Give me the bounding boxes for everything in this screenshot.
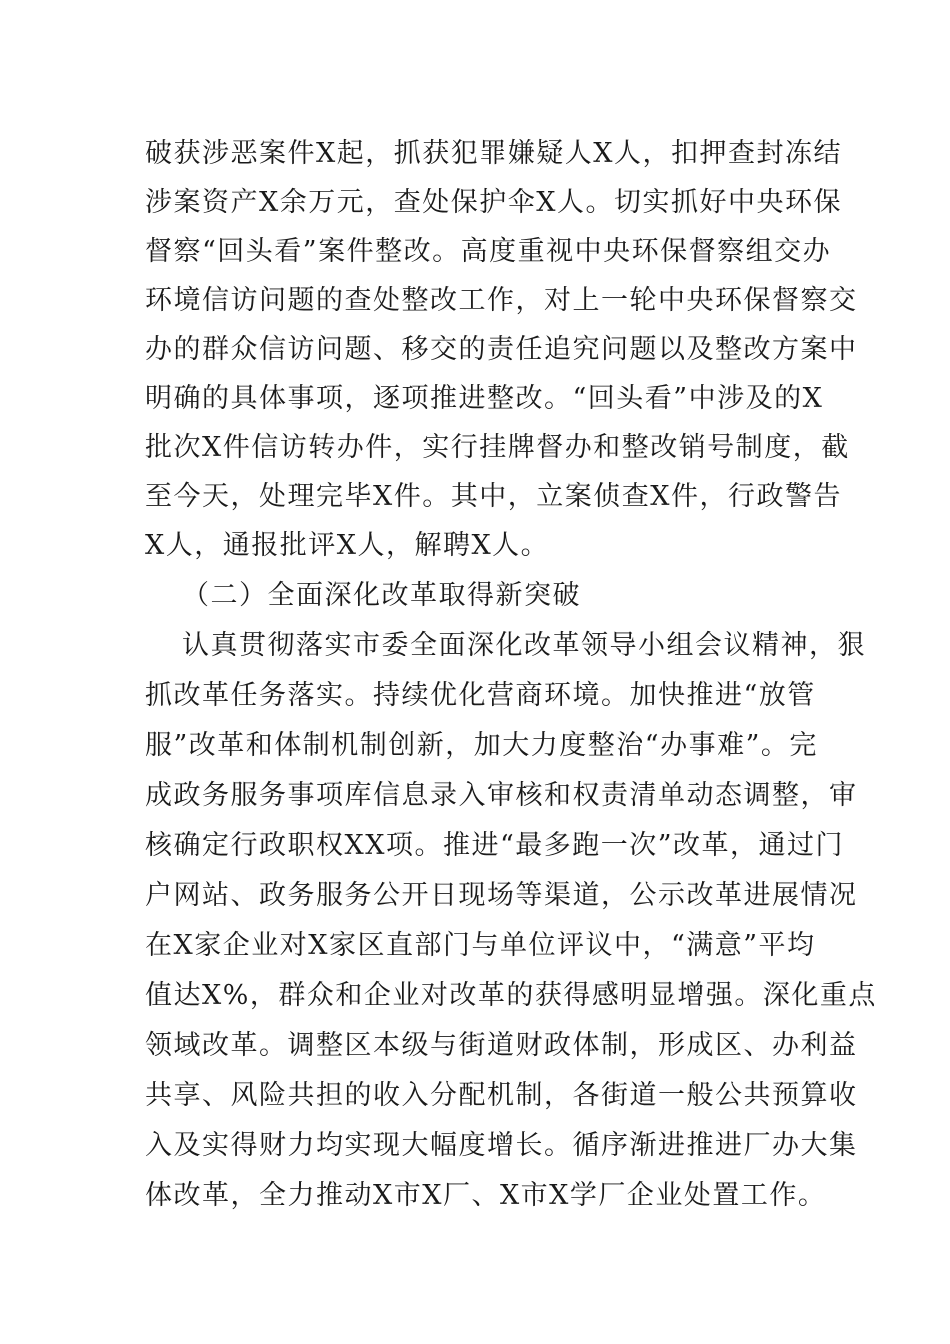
paragraph-line: 入及实得财力均实现大幅度增长。循序渐进推进厂办大集 — [145, 1130, 858, 1161]
paragraph-line: 至今天，处理完毕X件。其中，立案侦查X件，行政警告 — [145, 481, 842, 512]
paragraph-line: 值达X%，群众和企业对改革的获得感明显增强。深化重点 — [145, 980, 877, 1011]
paragraph-line: 环境信访问题的查处整改工作，对上一轮中央环保督察交 — [145, 285, 858, 316]
paragraph-line: 核确定行政职权XX项。推进“最多跑一次”改革，通过门 — [145, 830, 845, 861]
paragraph-line: 户网站、政务服务公开日现场等渠道，公示改革进展情况 — [145, 880, 858, 911]
paragraph-line: 明确的具体事项，逐项推进整改。“回头看”中涉及的X — [145, 383, 824, 414]
paragraph-line: 办的群众信访问题、移交的责任追究问题以及整改方案中 — [145, 334, 858, 365]
paragraph-line: 认真贯彻落实市委全面深化改革领导小组会议精神，狠 — [182, 630, 866, 661]
paragraph-line: 批次X件信访转办件，实行挂牌督办和整改销号制度，截 — [145, 432, 850, 463]
paragraph-line: 涉案资产X余万元，查处保护伞X人。切实抓好中央环保 — [145, 187, 842, 218]
paragraph-line: 在X家企业对X家区直部门与单位评议中，“满意”平均 — [145, 930, 816, 961]
paragraph-line: 领域改革。调整区本级与街道财政体制，形成区、办利益 — [145, 1030, 858, 1061]
paragraph-line: 督察“回头看”案件整改。高度重视中央环保督察组交办 — [145, 236, 832, 267]
paragraph-line: 成政务服务事项库信息录入审核和权责清单动态调整，审 — [145, 780, 858, 811]
section-heading: （二）全面深化改革取得新突破 — [182, 580, 581, 611]
paragraph-line: 破获涉恶案件X起，抓获犯罪嫌疑人X人，扣押查封冻结 — [145, 138, 842, 169]
paragraph-line: 抓改革任务落实。持续优化营商环境。加快推进“放管 — [145, 680, 816, 711]
paragraph-line: 体改革，全力推动X市X厂、X市X学厂企业处置工作。 — [145, 1180, 827, 1211]
paragraph-line: 服”改革和体制机制创新，加大力度整治“办事难”。完 — [145, 730, 818, 761]
paragraph-line-last: X人，通报批评X人，解聘X人。 — [145, 530, 550, 561]
paragraph-line: 共享、风险共担的收入分配机制，各街道一般公共预算收 — [145, 1080, 858, 1111]
